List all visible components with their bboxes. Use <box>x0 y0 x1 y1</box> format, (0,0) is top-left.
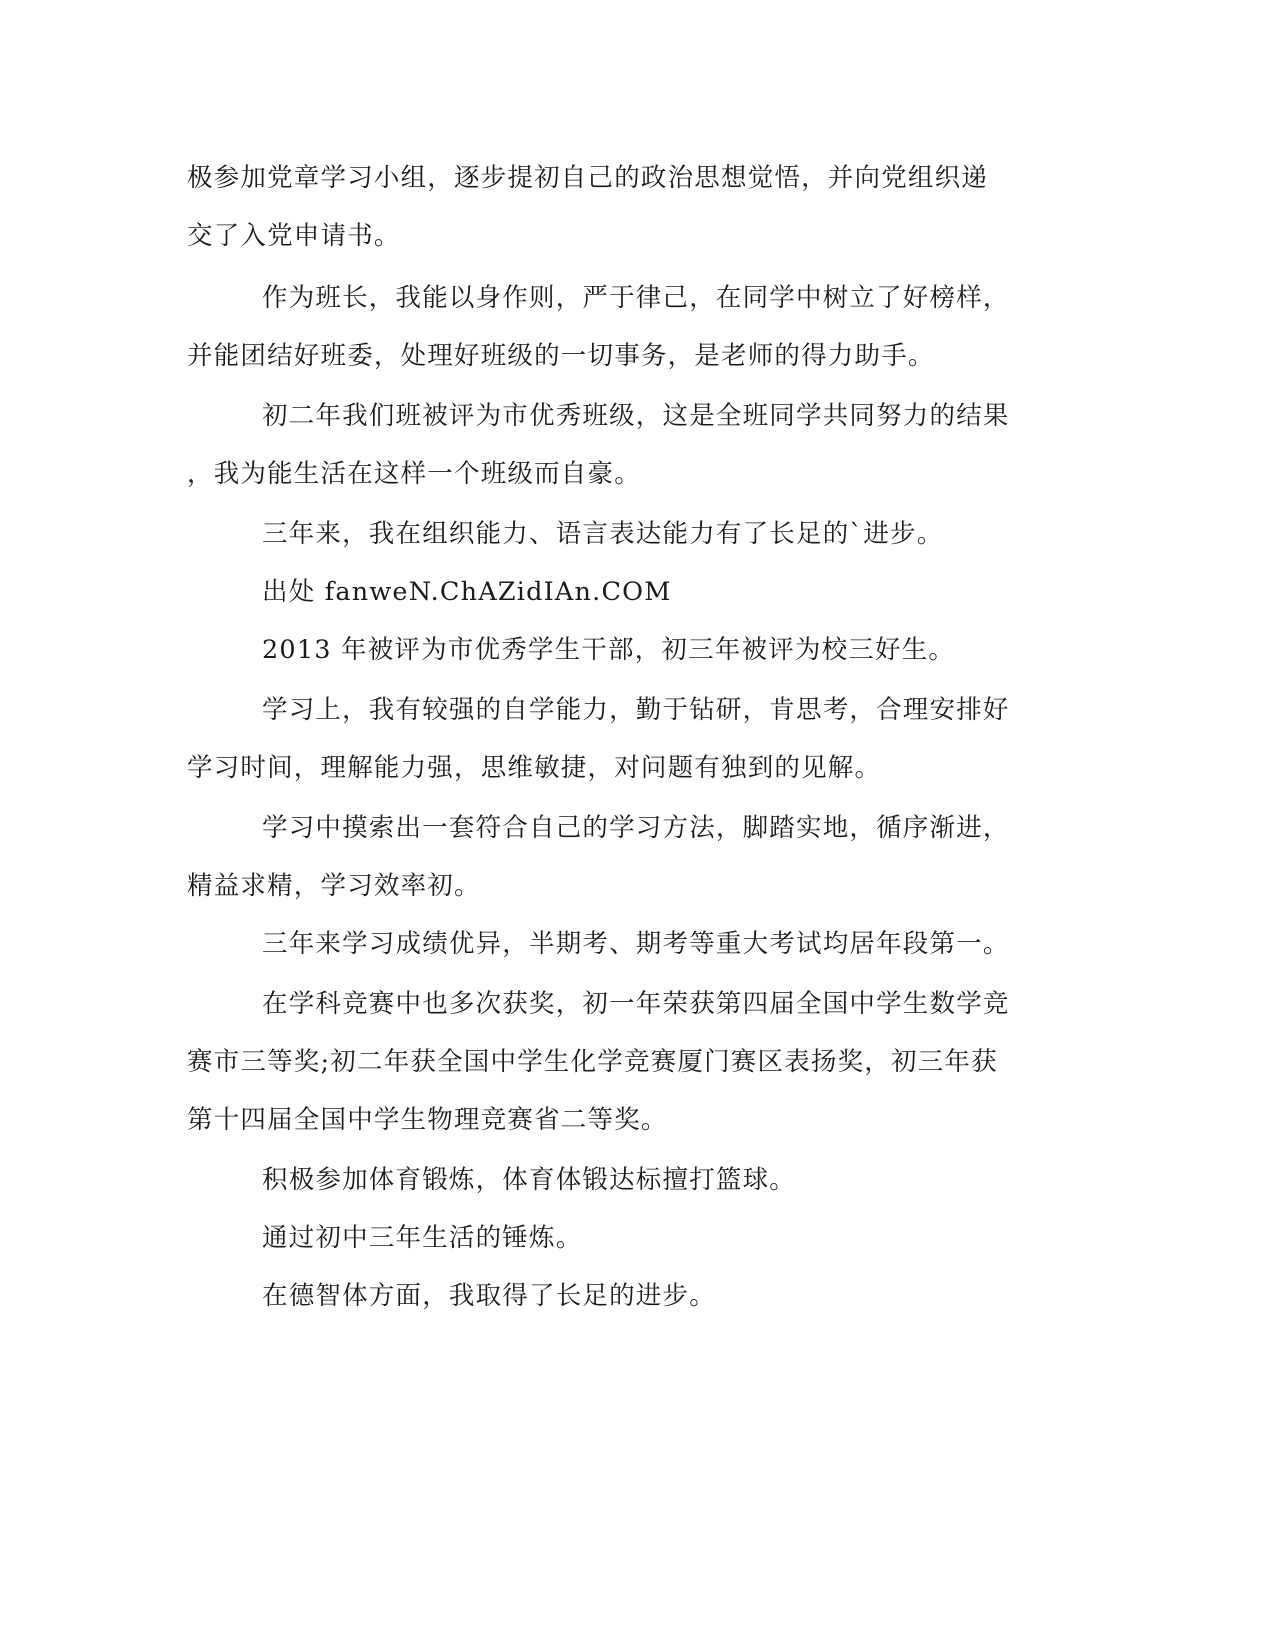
text-line: 交了入党申请书。 <box>187 221 401 251</box>
text-line: 赛市三等奖;初二年获全国中学生化学竞赛厦门赛区表扬奖，初三年获 <box>187 1047 998 1077</box>
text-line: 第十四届全国中学生物理竞赛省二等奖。 <box>187 1105 668 1135</box>
text-line: 通过初中三年生活的锤炼。 <box>262 1223 583 1253</box>
text-line: 学习中摸索出一套符合自己的学习方法，脚踏实地，循序渐进， <box>262 813 1010 843</box>
text-line: ，我为能生活在这样一个班级而自豪。 <box>187 459 641 489</box>
text-line: 初二年我们班被评为市优秀班级，这是全班同学共同努力的结果 <box>262 401 1010 431</box>
text-line: 极参加党章学习小组，逐步提初自己的政治思想觉悟，并向党组织递 <box>187 163 989 193</box>
text-line: 出处 fanweN.ChAZidIAn.COM <box>262 577 672 607</box>
text-line: 作为班长，我能以身作则，严于律己，在同学中树立了好榜样， <box>262 283 1010 313</box>
text-line: 在德智体方面，我取得了长足的进步。 <box>262 1281 716 1311</box>
text-line: 三年来学习成绩优异，半期考、期考等重大考试均居年段第一。 <box>262 929 1010 959</box>
text-line: 积极参加体育锻炼，体育体锻达标擅打篮球。 <box>262 1165 797 1195</box>
text-line: 精益求精，学习效率初。 <box>187 871 481 901</box>
text-line: 学习时间，理解能力强，思维敏捷，对问题有独到的见解。 <box>187 753 882 783</box>
text-line: 学习上，我有较强的自学能力，勤于钻研，肯思考，合理安排好 <box>262 695 1010 725</box>
text-line: 2013 年被评为市优秀学生干部，初三年被评为校三好生。 <box>262 635 956 665</box>
text-line: 在学科竞赛中也多次获奖，初一年荣获第四届全国中学生数学竞 <box>262 989 1010 1019</box>
text-line: 并能团结好班委，处理好班级的一切事务，是老师的得力助手。 <box>187 341 935 371</box>
text-line: 三年来，我在组织能力、语言表达能力有了长足的`进步。 <box>262 519 944 549</box>
